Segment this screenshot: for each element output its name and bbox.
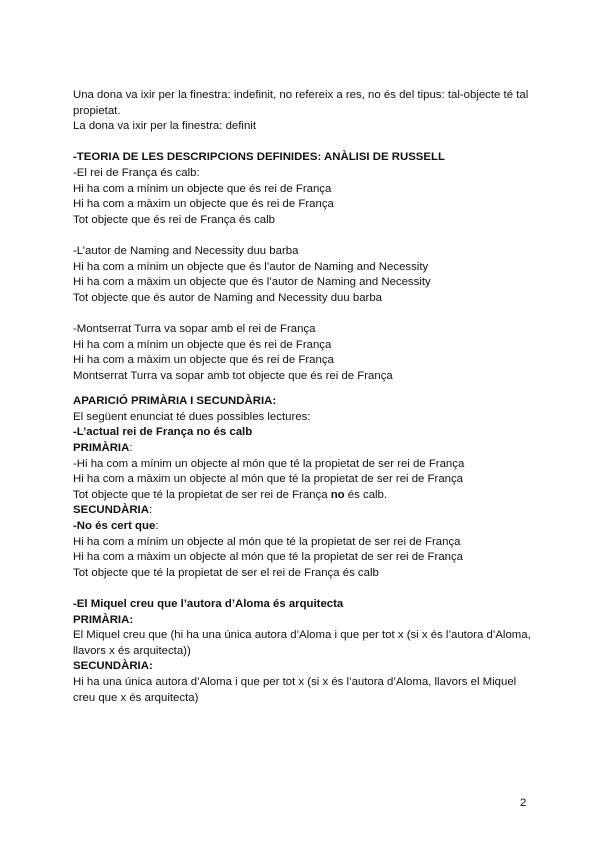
secundaria-line: Hi ha com a mínim un objecte al món que té la propietat de ser rei de França (73, 535, 461, 548)
example-1-line: Hi ha com a màxim un objecte que és rei de França (73, 198, 334, 211)
example-3-line: Montserrat Turra va sopar amb tot objecte que és rei de França (73, 369, 393, 382)
miquel-secundaria-label: SECUNDÀRIA: (73, 660, 153, 673)
miquel-secundaria-text: Hi ha una única autora d’Aloma i que per tot x (si x és l’autora d’Aloma, llavors el Miquel creu que x és arquitecta) (73, 675, 517, 704)
example-3-line: Hi ha com a màxim un objecte que és rei de França (73, 354, 334, 367)
primaria-line: Tot objecte que té la propietat de ser rei de França no és calb. (73, 488, 388, 501)
miquel-primaria-label: PRIMÀRIA: (73, 613, 134, 626)
example-2-line: -L’autor de Naming and Necessity duu barba (73, 244, 299, 257)
intro-line-1: Una dona va ixir per la finestra: indefinit, no refereix a res, no és del tipus: tal-objecte té tal propietat. (73, 89, 529, 117)
primaria-line: Hi ha com a màxim un objecte al món que té la propietat de ser rei de França (73, 473, 464, 486)
primaria-line: -Hi ha com a mínim un objecte al món que té la propietat de ser rei de França (73, 457, 465, 470)
example-2-line: Hi ha com a mínim un objecte que és l’autor de Naming and Necessity (73, 260, 429, 273)
example-3-line: -Montserrat Turra va sopar amb el rei de França (73, 322, 316, 335)
aparicio-sentence: -L’actual rei de França no és calb (73, 426, 253, 439)
page-number: 2 (520, 797, 527, 809)
no-es-cert-que: -No és cert que: (73, 520, 159, 533)
intro-line-2: La dona va ixir per la finestra: definit (73, 120, 256, 133)
miquel-primaria-text: El Miquel creu que (hi ha una única autora d’Aloma i que per tot x (si x és l’autora d’Aloma, llavors x és arquitecta)) (73, 629, 531, 657)
example-1-line: Tot objecte que és rei de França és calb (73, 213, 275, 226)
miquel-heading: -El Miquel creu que l’autora d’Aloma és arquitecta (73, 598, 344, 610)
aparicio-heading: APARICIÓ PRIMÀRIA I SECUNDÀRIA: (73, 395, 277, 408)
primaria-label: PRIMÀRIA: (73, 442, 133, 455)
secundaria-line: Hi ha com a màxim un objecte al món que té la propietat de ser rei de França (73, 551, 464, 564)
secundaria-line: Tot objecte que té la propietat de ser el rei de França és calb (73, 566, 379, 579)
russell-heading: -TEORIA DE LES DESCRIPCIONS DEFINIDES: ANÀLISI DE RUSSELL (73, 151, 445, 164)
example-2-line: Hi ha com a màxim un objecte que és l’autor de Naming and Necessity (73, 276, 431, 289)
example-1-line: Hi ha com a mínim un objecte que és rei de França (73, 182, 332, 195)
secundaria-label: SECUNDÀRIA: (73, 504, 153, 517)
example-2-line: Tot objecte que és autor de Naming and Necessity duu barba (73, 291, 383, 304)
example-1-line: -El rei de França és calb: (73, 166, 200, 179)
aparicio-intro: El següent enunciat té dues possibles lectures: (73, 410, 311, 423)
document-body (73, 88, 533, 706)
example-3-line: Hi ha com a mínim un objecte que és rei de França (73, 338, 332, 351)
